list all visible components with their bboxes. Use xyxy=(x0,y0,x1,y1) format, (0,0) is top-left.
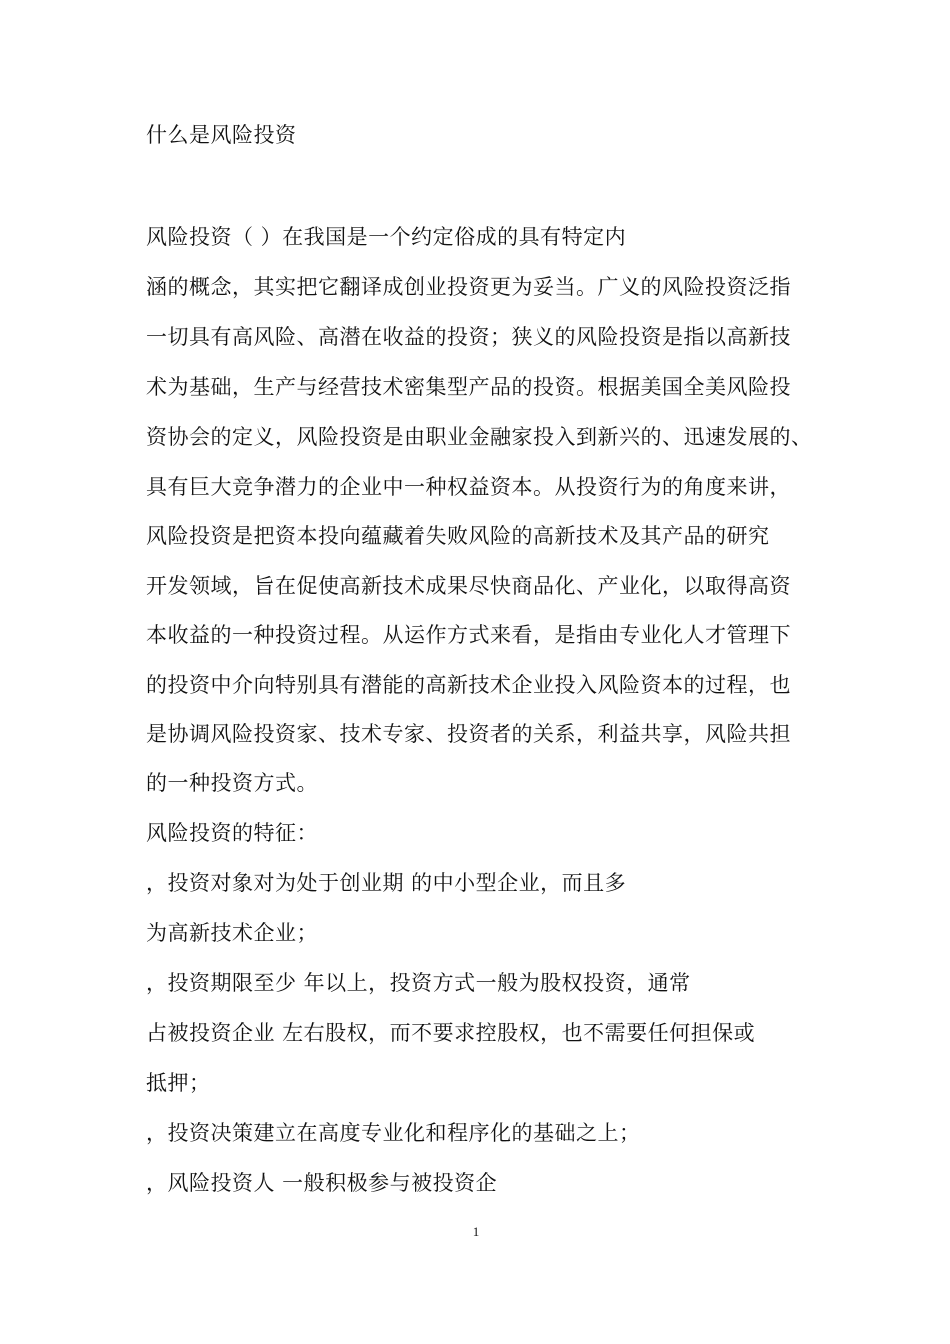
feature-line: 占被投资企业 左右股权，而不要求控股权，也不需要任何担保或 xyxy=(146,1021,756,1045)
body-line: 一切具有高风险、高潜在收益的投资；狭义的风险投资是指以高新技 xyxy=(146,325,791,349)
body-line: 风险投资（ ）在我国是一个约定俗成的具有特定内 xyxy=(146,225,627,249)
body-line: 具有巨大竞争潜力的企业中一种权益资本。从投资行为的角度来讲， xyxy=(146,475,791,499)
body-line: 资协会的定义，风险投资是由职业金融家投入到新兴的、迅速发展的、 xyxy=(146,425,813,449)
feature-line: ，投资期限至少 年以上，投资方式一般为股权投资，通常 xyxy=(146,971,691,995)
page-number: 1 xyxy=(472,1224,480,1239)
body-line: 涵的概念，其实把它翻译成创业投资更为妥当。广义的风险投资泛指 xyxy=(146,275,791,299)
body-line: 风险投资是把资本投向蕴藏着失败风险的高新技术及其产品的研究 xyxy=(146,524,770,548)
feature-line: 为高新技术企业； xyxy=(146,921,318,945)
body-line: 本收益的一种投资过程。从运作方式来看，是指由专业化人才管理下 xyxy=(146,623,791,647)
feature-line: ，投资对象对为处于创业期 的中小型企业，而且多 xyxy=(146,871,627,895)
section-heading: 风险投资的特征： xyxy=(146,821,318,845)
feature-line: 抵押； xyxy=(146,1071,211,1095)
body-line: 术为基础，生产与经营技术密集型产品的投资。根据美国全美风险投 xyxy=(146,375,791,399)
body-line: 的一种投资方式。 xyxy=(146,771,318,795)
feature-line: ，投资决策建立在高度专业化和程序化的基础之上； xyxy=(146,1121,641,1145)
body-line: 的投资中介向特别具有潜能的高新技术企业投入风险资本的过程，也 xyxy=(146,673,791,697)
document-title: 什么是风险投资 xyxy=(146,123,297,147)
feature-line: ，风险投资人 一般积极参与被投资企 xyxy=(146,1171,498,1195)
body-line: 是协调风险投资家、技术专家、投资者的关系，利益共享，风险共担 xyxy=(146,722,791,746)
body-line: 开发领域，旨在促使高新技术成果尽快商品化、产业化，以取得高资 xyxy=(146,574,791,598)
